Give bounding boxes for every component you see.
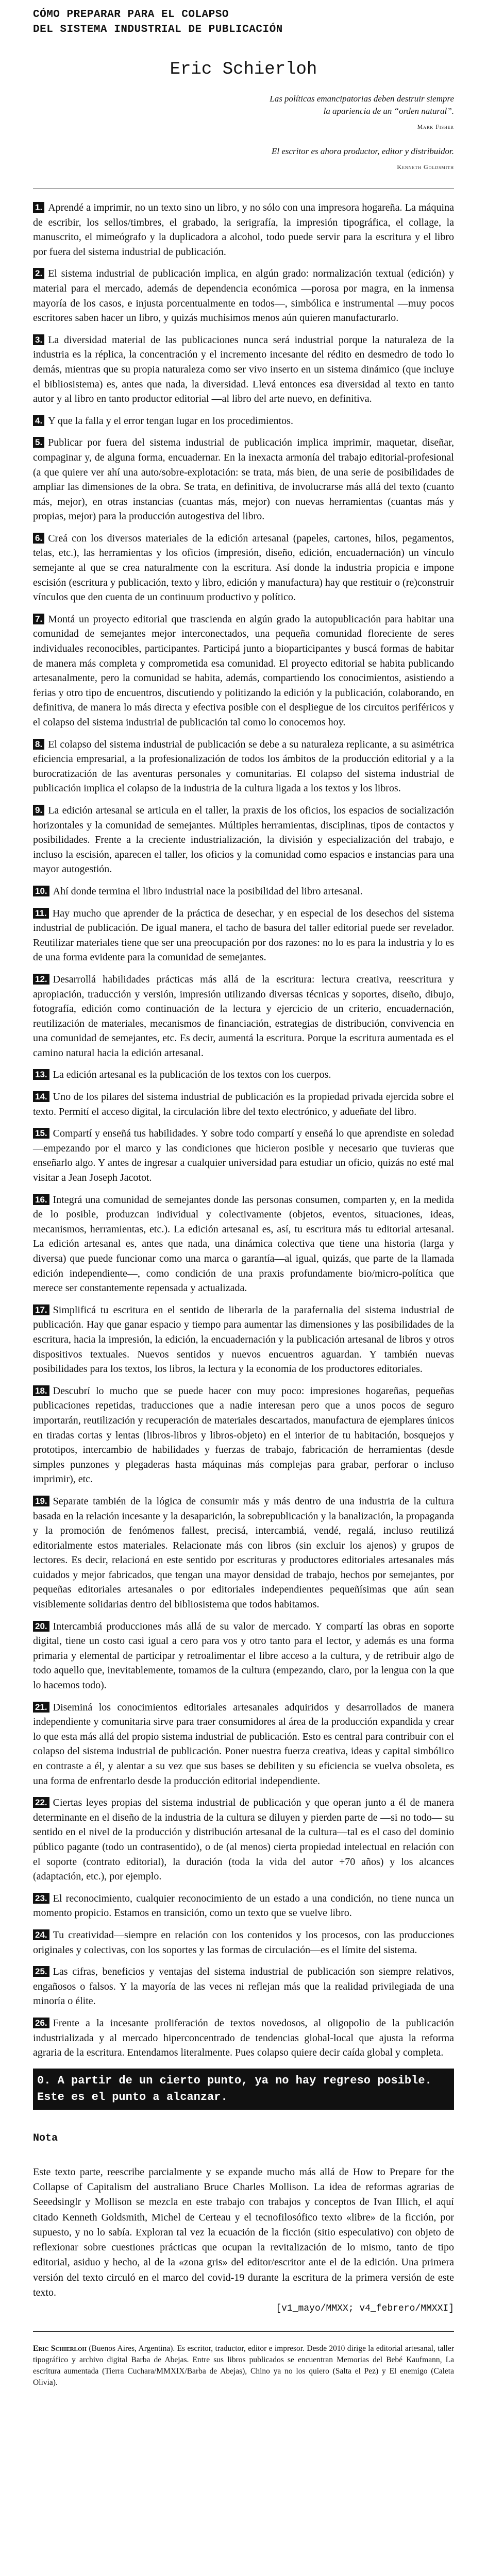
- bio-text: (Buenos Aires, Argentina). Es escritor, traductor, editor e impresor. Desde 2010 dirige la editorial artesanal, taller tipográfico y archivo digital Barba de Abejas. Entre sus libros publicados se encuentran Memorias del Bebé Kaufmann, La escritura aumentada (Tierra Cuchara/MMXIX/Barba de Abejas), Chino ya no los quiero (Salta el Pez) y El enemigo (Caleta Olivia).: [33, 2344, 455, 2387]
- thesis-text: Creá con los diversos materiales de la edición artesanal (papeles, cartones, hilos, pegamentos, telas, etc.), las herramientas y los oficios (impresión, diseño, edición, encuadernación) un vínculo semejante al que se crea naturalmente con la escritura. Así donde la industria propicia e impone escisión (escritura y publicación, texto y libro, edición y manufactura) hay que restituir o (re)construir vínculos que den cuenta de un continuum productivo y político.: [33, 532, 454, 603]
- thesis-item: [33, 1494, 454, 1612]
- thesis-text: Frente a la incesante proliferación de textos novedosos, al oligopolio de la publicación industrializada y al mercado hiperconcentrado de tendencias global-local que ajusta la reforma agraria de la escritura. Entendamos literalmente. Pues colapso quiere decir caída global y completa.: [33, 2017, 454, 2059]
- thesis-item: [33, 737, 454, 796]
- thesis-text: El colapso del sistema industrial de publicación se debe a su naturaleza replicante, a su asimétrica eficiencia empresarial, a la profesionalización de todos los ámbitos de la producción editorial y a la burocratización de las aventuras personales y comunitarias. El colapso del sistema industrial de publicación implica el colapso de la industria de la cultura ligada a los textos y los libros.: [33, 738, 454, 794]
- thesis-item: [33, 1126, 454, 1185]
- thesis-text: Simplificá tu escritura en el sentido de liberarla de la parafernalia del sistema industrial de publicación. Hay que ganar espacio y tiempo para aumentar las dimensiones y las posibilidades de la escritura, hacia la impresión, la edición, la encuadernación y la publicación artesanal de libros y otros dispositivos textuales. Nuevos sentidos y nuevos encuentros aguardan. Y también nuevas posibilidades para los textos, los libros, la lectura y la economía de los productores editoriales.: [33, 1304, 454, 1375]
- thesis-number: 4.: [33, 415, 44, 426]
- thesis-item: [33, 266, 454, 325]
- thesis-item: [33, 435, 454, 524]
- thesis-text: Uno de los pilares del sistema industrial de publicación es la propiedad privada ejercida sobre el texto. Permití el acceso digital, la circulación libre del texto electrónico, y adueñate del libro.: [33, 1091, 454, 1117]
- thesis-item: [33, 1928, 454, 1957]
- thesis-text: Publicar por fuera del sistema industrial de publicación implica imprimir, maquetar, diseñar, compaginar y, de alguna forma, encuadernar. En la inexacta armonía del trabajo editorial-profesional (a que quiere ver ahí una auto/sobre-explotación: se trata, más bien, de una serie de posibilidades de ampliar las dimensiones de la obra. Se trata, en definitiva, de involucrarse más allá del texto (cuanto más, mejor), en otras instancias (cuantas más, mejor) con nuevas herramientas (cuantas más y propias, mejor) para la producción autogestiva del libro.: [33, 437, 454, 522]
- thesis-item: [33, 2016, 454, 2060]
- thesis-text: Intercambiá producciones más allá de su valor de mercado. Y compartí las obras en soporte digital, tiene un costo casi igual a cero para vos y otro tanto para el lector, y además es una forma primaria y elemental de participar y retroalimentar el libre acceso a la cultura, y de retribuir algo de todo aquello que, inevitablemente, tomamos de la cultura (empezando, claro, por la lengua con la que lo hacemos todo).: [33, 1620, 454, 1691]
- thesis-item: [33, 972, 454, 1061]
- epigraph-2: [33, 145, 454, 173]
- thesis-number: 25.: [33, 1966, 49, 1977]
- thesis-item: [33, 1303, 454, 1377]
- thesis-text: Desarrollá habilidades prácticas más allá de la escritura: lectura creativa, reescritura y apropiación, traducción y versión, impresión utilizando diversas técnicas y soportes, diseño, dibujo, fotografía, edición como continuación de la lectura y ejercicio de un criterio, encuadernación, reutilización de materiales, mecanismos de financiación, estrategias de distribución, convivencia en una comunidad de semejantes, etc. Es decir, aumentá la escritura. Porque la escritura aumentada es el camino natural hacia la edición artesanal.: [33, 973, 454, 1059]
- thesis-number: 7.: [33, 614, 44, 624]
- thesis-text: Hay mucho que aprender de la práctica de desechar, y en especial de los desechos del sistema industrial de publicación. De igual manera, el tacho de basura del taller editorial puede ser revelador. Reutilizar materiales tiene que ser una preocupación por dos razones: no lo es para la industria y lo es de una forma evidente para la comunidad de semejantes.: [33, 907, 454, 963]
- bio-divider: [33, 2331, 454, 2332]
- thesis-number: 18.: [33, 1385, 49, 1396]
- thesis-text: Ahí donde termina el libro industrial nace la posibilidad del libro artesanal.: [53, 885, 363, 897]
- thesis-text: Y que la falla y el error tengan lugar en los procedimientos.: [48, 415, 293, 427]
- thesis-number: 6.: [33, 533, 44, 544]
- thesis-number: 22.: [33, 1797, 49, 1808]
- epigraph-1: [33, 93, 454, 133]
- epigraph-1-line-1: Las políticas emancipatorias deben destruir siempre: [270, 94, 454, 104]
- thesis-text: Descubrí lo mucho que se puede hacer con muy poco: impresiones hogareñas, pequeñas publicaciones repetidas, traducciones que a nadie interesan pero que a unos pocos de seguro importarán, reutilización y recuperación de materiales descartados, manufactura de ejemplares únicos en tiradas cortas y lentas (libros-libros y libros-objeto) en el interior de tu habitación, bosquejos y prototipos, intercambio de habilidades y fuerzas de trabajo, fabricación de herramientas (desde simples punzones y plegaderas hasta máquinas más complejas para grabar, perforar o incluso imprimir), etc.: [33, 1385, 454, 1485]
- title-line-2: DEL SISTEMA INDUSTRIAL DE PUBLICACIÓN: [33, 24, 283, 36]
- thesis-number: 1.: [33, 202, 44, 213]
- epigraph-2-source: Kenneth Goldsmith: [397, 163, 454, 171]
- thesis-text: El sistema industrial de publicación implica, en algún grado: normalización textual (edición) y material para el mercado, además de dependencia económica —porosa por magra, en la inmensa mayoría de los casos, e injusta porcentualmente en todos—, simbólica e instrumental —muy pocos escritores saben hacer un libro, y quizás muchísimos menos aún quieren manufacturarlo.: [33, 268, 454, 324]
- thesis-number: 2.: [33, 268, 44, 279]
- thesis-item: [33, 1193, 454, 1296]
- document-page: [0, 7, 487, 2388]
- epigraph-2-line-1: El escritor es ahora productor, editor y distribuidor.: [271, 146, 454, 156]
- thesis-item: [33, 531, 454, 605]
- epigraph-1-source: Mark Fisher: [417, 123, 454, 130]
- thesis-number: 23.: [33, 1893, 49, 1904]
- thesis-number: 14.: [33, 1091, 49, 1102]
- thesis-item: [33, 1891, 454, 1921]
- thesis-text: Diseminá los conocimientos editoriales artesanales adquiridos y desarrollados de manera independiente y comunitaria sirve para traer consumidores al área de la producción expandida y crear lo que esta más allá del propio sistema industrial de publicación. Esto es central para contribuir con el colapso del sistema industrial de publicación. Poner nuestra fuerza creativa, ideas y capital simbólico en contraste a él, y alentar a su vez que sus bases se debiliten y su eficiencia se vuelva obsoleta, es una forma de enfrentarlo desde la producción editorial independiente.: [33, 1701, 454, 1787]
- thesis-item: [33, 1619, 454, 1693]
- thesis-item: [33, 884, 454, 899]
- thesis-text: Integrá una comunidad de semejantes donde las personas consumen, comparten y, en la medida de lo posible, produzcan individual y colectivamente (objetos, eventos, situaciones, ideas, mecanismos, herramientas, etc.). La edición artesanal es, así, tu escritura más tu editorial artesanal. La edición artesanal es, antes que nada, una dinámica colectiva que tiene una historia (larga y diversa) que puede funcionar como una marca o garantía—al igual, quizás, que parte de la llamada edición independiente—, como condición de una praxis profundamente bio/micro-política que merece ser constantemente repensada y actualizada.: [33, 1194, 454, 1294]
- thesis-number: 5.: [33, 437, 44, 448]
- thesis-item: [33, 333, 454, 406]
- thesis-item: [33, 414, 454, 429]
- author-bio: [33, 2343, 454, 2388]
- thesis-number: 24.: [33, 1929, 49, 1940]
- thesis-item: [33, 200, 454, 259]
- thesis-item: [33, 803, 454, 877]
- thesis-text: La edición artesanal se articula en el taller, la praxis de los oficios, los espacios de socialización horizontales y la comunidad de semejantes. Múltiples herramientas, disciplinas, tipos de contactos y posibilidades. Frente a la creciente industrialización, la división y especialización del trabajo, e incluso la escisión, aparecen el taller, los oficios y la comunidad como espacios e instancias para una mayor autogestión.: [33, 804, 454, 875]
- thesis-item: [33, 1700, 454, 1789]
- epigraph-1-line-2: la apariencia de un “orden natural”.: [323, 106, 454, 116]
- thesis-text: Las cifras, beneficios y ventajas del sistema industrial de publicación son siempre relativos, engañosos o falsos. Y la mayoría de las veces ni reflejan más que la realidad privilegiada de una minoría o élite.: [33, 1966, 454, 2007]
- theses-list: [33, 200, 454, 2060]
- document-title: [33, 7, 454, 37]
- thesis-number: 15.: [33, 1128, 49, 1139]
- bio-name: Eric Schierloh: [33, 2344, 87, 2353]
- thesis-text: El reconocimiento, cualquier reconocimiento de un estado a una condición, no tiene nunca un momento propicio. Estamos en transición, como un texto que se vuelve libro.: [33, 1892, 454, 1919]
- thesis-number: 16.: [33, 1194, 49, 1205]
- thesis-item: [33, 1067, 454, 1082]
- thesis-number: 21.: [33, 1702, 49, 1713]
- thesis-text: Compartí y enseñá tus habilidades. Y sobre todo compartí y enseñá lo que aprendiste en soledad—empezando por el marco y las condiciones que hicieron posible y necesario que tuvieras que enseñarlo algo. Y antes de ingresar a cualquier universidad para estudiar un oficio, quizás no esté mal visitar a Jean Joseph Jacotot.: [33, 1128, 454, 1184]
- thesis-number: 17.: [33, 1304, 49, 1315]
- thesis-item: [33, 1090, 454, 1119]
- thesis-item: [33, 1795, 454, 1884]
- thesis-text: Ciertas leyes propias del sistema industrial de publicación y que operan junto a él de manera determinante en el diseño de la industria de la cultura se diluyen y pierden parte de —si no todo— su sentido en el nivel de la producción y distribución artesanal de la cultura—tal es el caso del dominio público pagante (todo un contrasentido), o de (al menos) cierta propiedad intelectual en relación con el soporte (contrato editorial), la duración (toda la vida del autor +70 años) y los alcances (adaptación, etc.), por ejemplo.: [33, 1797, 454, 1883]
- thesis-number: 10.: [33, 886, 49, 896]
- thesis-text: Montá un proyecto editorial que trascienda en algún grado la autopublicación para habitar una comunidad de semejantes mejor interconectados, una pequeña comunidad floreciente de seres individuales reconocibles, participantes. Participá junto a bioparticipantes y buscá formas de habitar de manera más completa y comprometida esa comunidad. El proyecto editorial se habita publicando artesanalmente, pero la comunidad se habita, además, compartiendo los conocimientos, asistiendo a ferias y otro tipo de encuentros, discutiendo y politizando la edición y la publicación, colaborando, en definitiva, de manera lo más directa y efectiva posible con el despliegue de los circuitos periféricos y el colapso del sistema industrial de publicación tal como lo conocemos hoy.: [33, 613, 454, 728]
- thesis-text: Separate también de la lógica de consumir más y más dentro de una industria de la cultura basada en la relación incesante y la desaparición, la sobrepublicación y la banalización, la propaganda y la promoción de fenómenos fallest, precisá, intercambiá, vendé, regalá, incluso reutilizá editorialmente estos materiales. Relacionate más con libros (sin excluir los ajenos) y grupos de lectores. Es decir, relacioná en este sentido por escrituras y productores editoriales artesanales más cuidados y mejor fabricados, que tengan una mayor densidad de trabajo, hechos por semejantes, por pequeñas editoriales artesanales o por editoriales independientes pequeñísimas que aún sean visiblemente solidarias dentro del bibliosistema que todos habitamos.: [33, 1495, 454, 1611]
- thesis-item: [33, 906, 454, 965]
- thesis-number: 13.: [33, 1069, 49, 1080]
- note-signature: [v1_mayo/MMXX; v4_febrero/MMXXI]: [276, 2303, 454, 2314]
- thesis-number: 8.: [33, 739, 44, 750]
- thesis-number: 11.: [33, 908, 49, 919]
- author-name: Eric Schierloh: [170, 60, 317, 79]
- thesis-text: Aprendé a imprimir, no un texto sino un libro, y no sólo con una impresora hogareña. La máquina de escribir, los sellos/timbres, el grabado, la serigrafía, la impresión tipográfica, el collage, la manuscrito, el mimeógrafo y la duplicadora a alcohol, todo puede servir para la escritura y el libro por fuera del sistema industrial de publicación.: [33, 202, 454, 258]
- thesis-number: 20.: [33, 1621, 49, 1632]
- thesis-number: 26.: [33, 2018, 49, 2028]
- thesis-item: [33, 1964, 454, 2009]
- final-statement: 0. A partir de un cierto punto, ya no hay regreso posible. Este es el punto a alcanzar.: [33, 2069, 454, 2110]
- thesis-text: La edición artesanal es la publicación de los textos con los cuerpos.: [53, 1069, 331, 1081]
- thesis-item: [33, 612, 454, 730]
- thesis-number: 9.: [33, 805, 44, 816]
- title-line-1: CÓMO PREPARAR PARA EL COLAPSO: [33, 9, 229, 21]
- thesis-text: La diversidad material de las publicaciones nunca será industrial porque la naturaleza de la industria es la réplica, la concentración y el incremento incesante del rédito en desmedro de todo lo demás, mientras que su propia naturaleza como ser vivo inserto en un sistema dinámico (que incluye el bibliosistema) es, antes que nada, la diversidad. Llevá entonces esa diversidad al texto en tanto autor y al libro en tanto productor editorial —al libro del arte nuevo, en definitiva.: [33, 334, 454, 405]
- thesis-number: 12.: [33, 974, 49, 985]
- thesis-number: 19.: [33, 1496, 49, 1506]
- thesis-item: [33, 1384, 454, 1487]
- thesis-text: Tu creatividad—siempre en relación con los contenidos y los procesos, con las producciones originales y colectivas, con los soportes y las formas de circulación—es el límite del sistema.: [33, 1929, 454, 1956]
- note-heading: Nota: [33, 2132, 58, 2144]
- thesis-number: 3.: [33, 334, 44, 345]
- note-text: Este texto parte, reescribe parcialmente y se expande mucho más allá de How to Prepare for the Collapse of Capitalism del australiano Bruce Charles Mollison. La idea de reformas agrarias de Seeedsinglr y Mollison se mezcla en este trabajo con trabajos y conceptos de Ivan Illich, el aquí citado Kenneth Goldsmith, Michel de Certeau y el tecnofilosófico texto «libre» de la ficción, por supuesto, y no lo sabía. Exploran tal vez la ecuación de la ficción (sitio especulativo) con objeto de reflexionar sobre cuestiones prácticas que ocupan la revitalización de lo mismo, tanto de tipo editorial, asiduo y hecho, al de la «zona gris» del editor/escritor ante el de la edición. Una primera versión del texto circuló en el marco del covid-19 durante la escritura de la primera versión de este texto.: [33, 2166, 454, 2299]
